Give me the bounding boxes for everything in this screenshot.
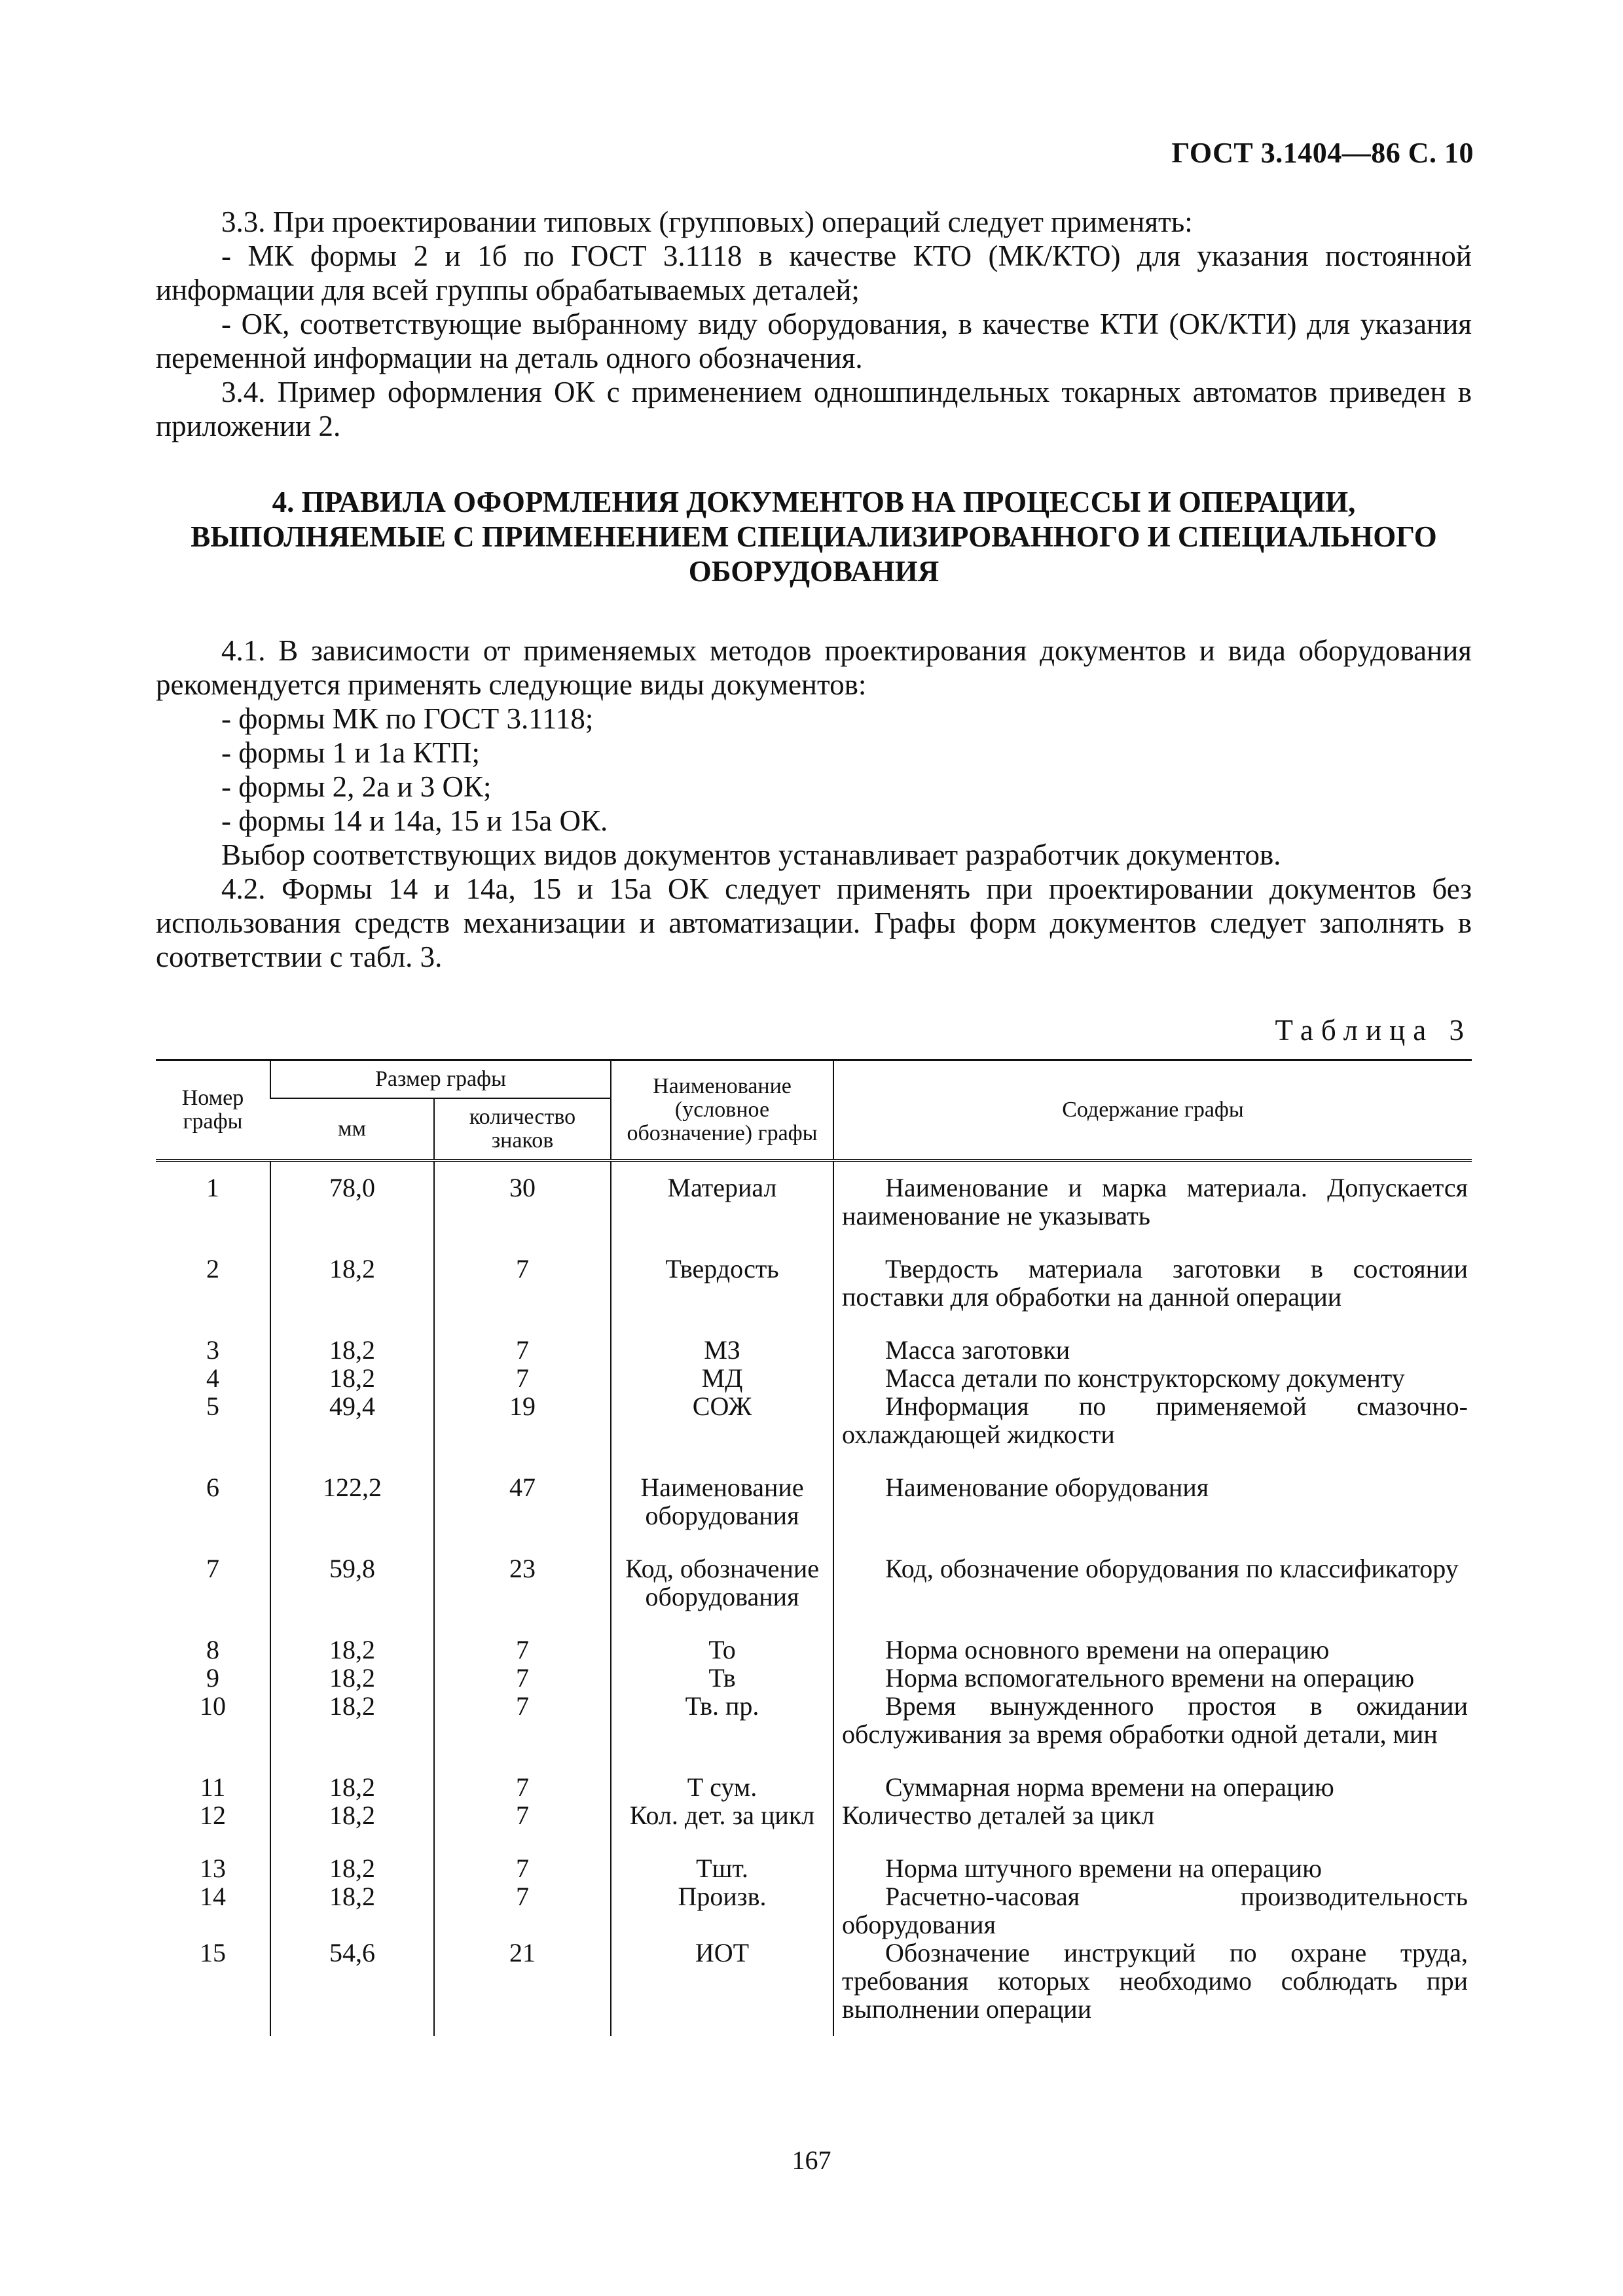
cell-mm: 54,6 xyxy=(270,1939,434,2036)
table-row xyxy=(156,1311,1472,1364)
cell-name: Тв xyxy=(611,1664,833,1692)
table-row xyxy=(156,1664,1472,1692)
cell-mm: 18,2 xyxy=(270,1230,434,1311)
cell-content: Норма вспомогательного времени на операцию xyxy=(833,1664,1472,1692)
cell-mm: 18,2 xyxy=(270,1882,434,1939)
cell-mm: 18,2 xyxy=(270,1364,434,1392)
table-row xyxy=(156,1364,1472,1392)
table-row xyxy=(156,1692,1472,1748)
cell-mm: 18,2 xyxy=(270,1801,434,1829)
cell-mm: 78,0 xyxy=(270,1160,434,1230)
paragraph-4-2: 4.2. Формы 14 и 14а, 15 и 15а ОК следует применять при проектировании документов без использования средств механизации и автоматизации. Графы форм документов следует заполнять в соответствии с табл. 3. xyxy=(156,872,1472,973)
cell-name: Кол. дет. за цикл xyxy=(611,1801,833,1829)
cell-name: Код, обозначение оборудования xyxy=(611,1530,833,1611)
table-3 xyxy=(156,1059,1472,2036)
cell-name: Т сум. xyxy=(611,1748,833,1801)
table-row xyxy=(156,1939,1472,2036)
cell-number: 14 xyxy=(200,1882,226,1911)
page-content xyxy=(156,205,1472,2036)
table-row xyxy=(156,1829,1472,1882)
cell-chars: 7 xyxy=(434,1692,611,1748)
header-chars: количество знаков xyxy=(434,1098,611,1160)
document-header: ГОСТ 3.1404—86 С. 10 xyxy=(1171,137,1474,169)
cell-content: Информация по применяемой смазочно-охлаждающей жидкости xyxy=(833,1392,1472,1448)
cell-name: Тшт. xyxy=(611,1829,833,1882)
paragraph-3-3-item-a: - МК формы 2 и 1б по ГОСТ 3.1118 в качестве КТО (МК/КТО) для указания постоянной информации для всей группы обрабатываемых деталей; xyxy=(156,240,1472,306)
cell-mm: 18,2 xyxy=(270,1748,434,1801)
cell-name: Произв. xyxy=(611,1882,833,1939)
cell-content: Суммарная норма времени на операцию xyxy=(833,1748,1472,1801)
header-number: Номер графы xyxy=(156,1060,270,1161)
table-row xyxy=(156,1230,1472,1311)
cell-mm: 18,2 xyxy=(270,1829,434,1882)
cell-number: 3 xyxy=(206,1335,219,1365)
cell-content: Время вынужденного простоя в ожидании обслуживания за время обработки одной детали, мин xyxy=(833,1692,1472,1748)
table-row xyxy=(156,1448,1472,1530)
cell-mm: 18,2 xyxy=(270,1664,434,1692)
cell-chars: 7 xyxy=(434,1748,611,1801)
table-row xyxy=(156,1160,1472,1230)
cell-number: 11 xyxy=(200,1772,226,1802)
table-row xyxy=(156,1801,1472,1829)
paragraph-4-1-item-a: - формы МК по ГОСТ 3.1118; xyxy=(221,702,594,735)
cell-content: Обозначение инструкций по охране труда, требования которых необходимо соблюдать при выполнении операции xyxy=(833,1939,1472,2036)
cell-name: МД xyxy=(611,1364,833,1392)
cell-content: Наименование оборудования xyxy=(833,1448,1472,1530)
table-row xyxy=(156,1392,1472,1448)
cell-name: Твердость xyxy=(611,1230,833,1311)
cell-number: 9 xyxy=(206,1663,219,1693)
table-row xyxy=(156,1748,1472,1801)
cell-name: Материал xyxy=(611,1160,833,1230)
cell-chars: 47 xyxy=(434,1448,611,1530)
cell-content: Расчетно-часовая производительность оборудования xyxy=(833,1882,1472,1939)
section-4-title xyxy=(156,485,1472,589)
cell-chars: 7 xyxy=(434,1882,611,1939)
cell-chars: 30 xyxy=(434,1160,611,1230)
cell-content: Твердость материала заготовки в состоянии поставки для обработки на данной операции xyxy=(833,1230,1472,1311)
cell-chars: 19 xyxy=(434,1392,611,1448)
cell-number: 5 xyxy=(206,1391,219,1421)
cell-number: 2 xyxy=(206,1254,219,1283)
table-row xyxy=(156,1530,1472,1611)
cell-content: Норма основного времени на операцию xyxy=(833,1611,1472,1664)
cell-content: Масса заготовки xyxy=(833,1311,1472,1364)
table-row xyxy=(156,1882,1472,1939)
cell-number: 12 xyxy=(200,1801,226,1830)
cell-number: 7 xyxy=(206,1554,219,1583)
paragraph-4-1-item-b: - формы 1 и 1а КТП; xyxy=(221,736,480,769)
header-size-group: Размер графы xyxy=(270,1060,611,1099)
cell-content: Масса детали по конструкторскому документу xyxy=(833,1364,1472,1392)
section-title-line: ВЫПОЛНЯЕМЫЕ С ПРИМЕНЕНИЕМ СПЕЦИАЛИЗИРОВАННОГО И СПЕЦИАЛЬНОГО xyxy=(191,520,1437,553)
table-body xyxy=(156,1160,1472,2036)
cell-mm: 122,2 xyxy=(270,1448,434,1530)
cell-name: СОЖ xyxy=(611,1392,833,1448)
cell-number: 6 xyxy=(206,1473,219,1502)
cell-mm: 18,2 xyxy=(270,1311,434,1364)
cell-name: То xyxy=(611,1611,833,1664)
cell-chars: 7 xyxy=(434,1829,611,1882)
cell-chars: 7 xyxy=(434,1611,611,1664)
cell-content: Наименование и марка материала. Допускается наименование не указывать xyxy=(833,1160,1472,1230)
cell-chars: 7 xyxy=(434,1364,611,1392)
paragraph-4-1-item-c: - формы 2, 2а и 3 ОК; xyxy=(221,770,492,803)
paragraph-4-1-note: Выбор соответствующих видов документов устанавливает разработчик документов. xyxy=(221,838,1281,871)
cell-chars: 7 xyxy=(434,1230,611,1311)
cell-number: 15 xyxy=(200,1938,226,1967)
cell-mm: 18,2 xyxy=(270,1692,434,1748)
cell-name: ИОТ xyxy=(611,1939,833,2036)
cell-content: Количество деталей за цикл xyxy=(833,1801,1472,1829)
cell-mm: 49,4 xyxy=(270,1392,434,1448)
cell-mm: 59,8 xyxy=(270,1530,434,1611)
cell-content: Код, обозначение оборудования по классификатору xyxy=(833,1530,1472,1611)
paragraph-3-3: 3.3. При проектировании типовых (групповых) операций следует применять: xyxy=(221,206,1193,238)
header-name: Наименование (условное обозначение) графы xyxy=(611,1060,833,1161)
cell-number: 10 xyxy=(200,1691,226,1721)
cell-number: 4 xyxy=(206,1363,219,1393)
header-mm: мм xyxy=(270,1098,434,1160)
cell-chars: 23 xyxy=(434,1530,611,1611)
cell-chars: 7 xyxy=(434,1311,611,1364)
page-number: 167 xyxy=(792,2145,831,2175)
cell-chars: 7 xyxy=(434,1801,611,1829)
cell-name: МЗ xyxy=(611,1311,833,1364)
cell-number: 13 xyxy=(200,1854,226,1883)
section-title-line: 4. ПРАВИЛА ОФОРМЛЕНИЯ ДОКУМЕНТОВ НА ПРОЦЕССЫ И ОПЕРАЦИИ, xyxy=(272,486,1356,518)
section-title-line: ОБОРУДОВАНИЯ xyxy=(688,555,939,588)
cell-chars: 7 xyxy=(434,1664,611,1692)
cell-mm: 18,2 xyxy=(270,1611,434,1664)
cell-content: Норма штучного времени на операцию xyxy=(833,1829,1472,1882)
paragraph-3-3-item-b: - ОК, соответствующие выбранному виду оборудования, в качестве КТИ (ОК/КТИ) для указания переменной информации на деталь одного обозначения. xyxy=(156,308,1472,374)
table-row xyxy=(156,1611,1472,1664)
header-content: Содержание графы xyxy=(833,1060,1472,1161)
paragraph-4-1: 4.1. В зависимости от применяемых методов проектирования документов и вида оборудования рекомендуется применять следующие виды документов: xyxy=(156,634,1472,701)
paragraph-3-4: 3.4. Пример оформления ОК с применением одношпиндельных токарных автоматов приведен в приложении 2. xyxy=(156,376,1472,442)
cell-name: Наименование оборудования xyxy=(611,1448,833,1530)
paragraph-4-1-item-d: - формы 14 и 14а, 15 и 15а ОК. xyxy=(221,804,608,837)
cell-number: 1 xyxy=(206,1173,219,1202)
table-caption: Таблица 3 xyxy=(1275,1014,1472,1047)
cell-name: Тв. пр. xyxy=(611,1692,833,1748)
cell-chars: 21 xyxy=(434,1939,611,2036)
cell-number: 8 xyxy=(206,1635,219,1664)
